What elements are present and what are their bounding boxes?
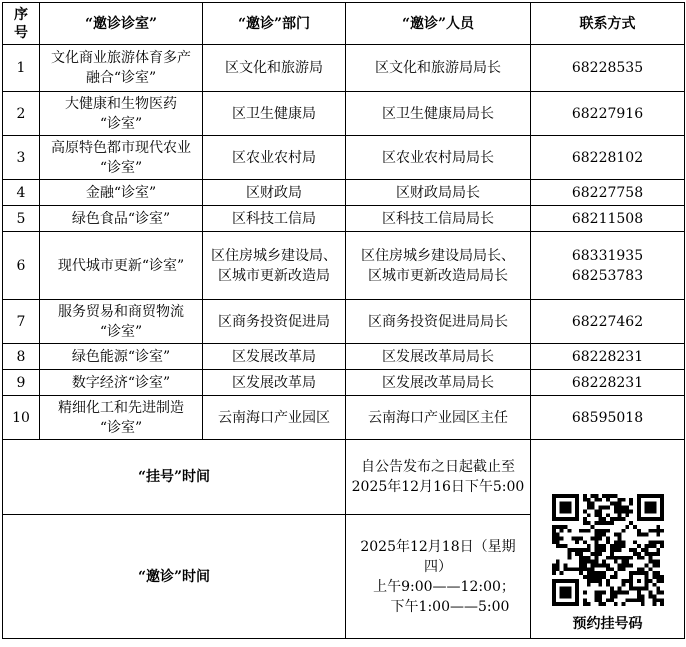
row-phone: 68228231 [531, 370, 685, 396]
header-room: “邀诊诊室” [40, 3, 203, 45]
table-row [3, 232, 685, 300]
row-dept: 区商务投资促进局 [203, 300, 346, 344]
row-dept: 区卫生健康局 [203, 92, 346, 136]
table-row [3, 92, 685, 136]
row-person: 区商务投资促进局局长 [346, 300, 531, 344]
row-phone: 68595018 [531, 396, 685, 440]
row-dept: 区发展改革局 [203, 344, 346, 370]
row-phone: 68331935 68253783 [531, 232, 685, 300]
row-no: 6 [3, 232, 40, 300]
row-phone: 68227916 [531, 92, 685, 136]
qr-caption: 预约挂号码 [572, 616, 643, 632]
row-dept: 区农业农村局 [203, 136, 346, 180]
row-dept: 区财政局 [203, 180, 346, 206]
consultation-table [2, 2, 685, 639]
table-header-row [3, 3, 685, 45]
row-person: 云南海口产业园区主任 [346, 396, 531, 440]
row-dept: 云南海口产业园区 [203, 396, 346, 440]
registration-time: 自公告发布之日起截止至 2025年12月16日下午5:00 [346, 440, 531, 515]
header-seq: 序 号 [3, 3, 40, 45]
row-no: 8 [3, 344, 40, 370]
row-no: 5 [3, 206, 40, 232]
row-phone: 68228102 [531, 136, 685, 180]
row-person: 区发展改革局局长 [346, 344, 531, 370]
table-row [3, 180, 685, 206]
row-no: 3 [3, 136, 40, 180]
row-person: 区农业农村局局长 [346, 136, 531, 180]
table-row [3, 344, 685, 370]
table-row [3, 300, 685, 344]
registration-label: “挂号”时间 [3, 440, 346, 515]
qr-cell [531, 440, 685, 639]
row-person: 区文化和旅游局局长 [346, 45, 531, 92]
row-phone: 68228535 [531, 45, 685, 92]
row-room: 绿色食品“诊室” [40, 206, 203, 232]
registration-row [3, 440, 685, 515]
table-row [3, 370, 685, 396]
row-room: 大健康和生物医药 “诊室” [40, 92, 203, 136]
header-dept: “邀诊”部门 [203, 3, 346, 45]
table-row [3, 45, 685, 92]
row-room: 现代城市更新“诊室” [40, 232, 203, 300]
header-person: “邀诊”人员 [346, 3, 531, 45]
row-no: 1 [3, 45, 40, 92]
row-no: 4 [3, 180, 40, 206]
row-phone: 68227758 [531, 180, 685, 206]
row-room: 数字经济“诊室” [40, 370, 203, 396]
row-phone: 68227462 [531, 300, 685, 344]
row-dept: 区科技工信局 [203, 206, 346, 232]
consultation-time: 2025年12月18日（星期 四） 上午9:00——12:00； 下午1:00——5:00 [346, 515, 531, 639]
consultation-label: “邀诊”时间 [3, 515, 346, 639]
row-room: 金融“诊室” [40, 180, 203, 206]
qr-code-icon[interactable] [552, 494, 664, 606]
table-row [3, 206, 685, 232]
row-room: 绿色能源“诊室” [40, 344, 203, 370]
row-room: 服务贸易和商贸物流 “诊室” [40, 300, 203, 344]
table-row [3, 396, 685, 440]
row-dept: 区住房城乡建设局、 区城市更新改造局 [203, 232, 346, 300]
row-person: 区财政局局长 [346, 180, 531, 206]
row-person: 区科技工信局局长 [346, 206, 531, 232]
row-dept: 区文化和旅游局 [203, 45, 346, 92]
row-room: 高原特色都市现代农业 “诊室” [40, 136, 203, 180]
row-dept: 区发展改革局 [203, 370, 346, 396]
row-person: 区发展改革局局长 [346, 370, 531, 396]
row-room: 精细化工和先进制造 “诊室” [40, 396, 203, 440]
header-contact: 联系方式 [531, 3, 685, 45]
row-no: 7 [3, 300, 40, 344]
row-room: 文化商业旅游体育多产 融合“诊室” [40, 45, 203, 92]
row-no: 2 [3, 92, 40, 136]
table-row [3, 136, 685, 180]
row-phone: 68211508 [531, 206, 685, 232]
row-person: 区卫生健康局局长 [346, 92, 531, 136]
row-no: 10 [3, 396, 40, 440]
row-person: 区住房城乡建设局局长、 区城市更新改造局局长 [346, 232, 531, 300]
row-phone: 68228231 [531, 344, 685, 370]
row-no: 9 [3, 370, 40, 396]
